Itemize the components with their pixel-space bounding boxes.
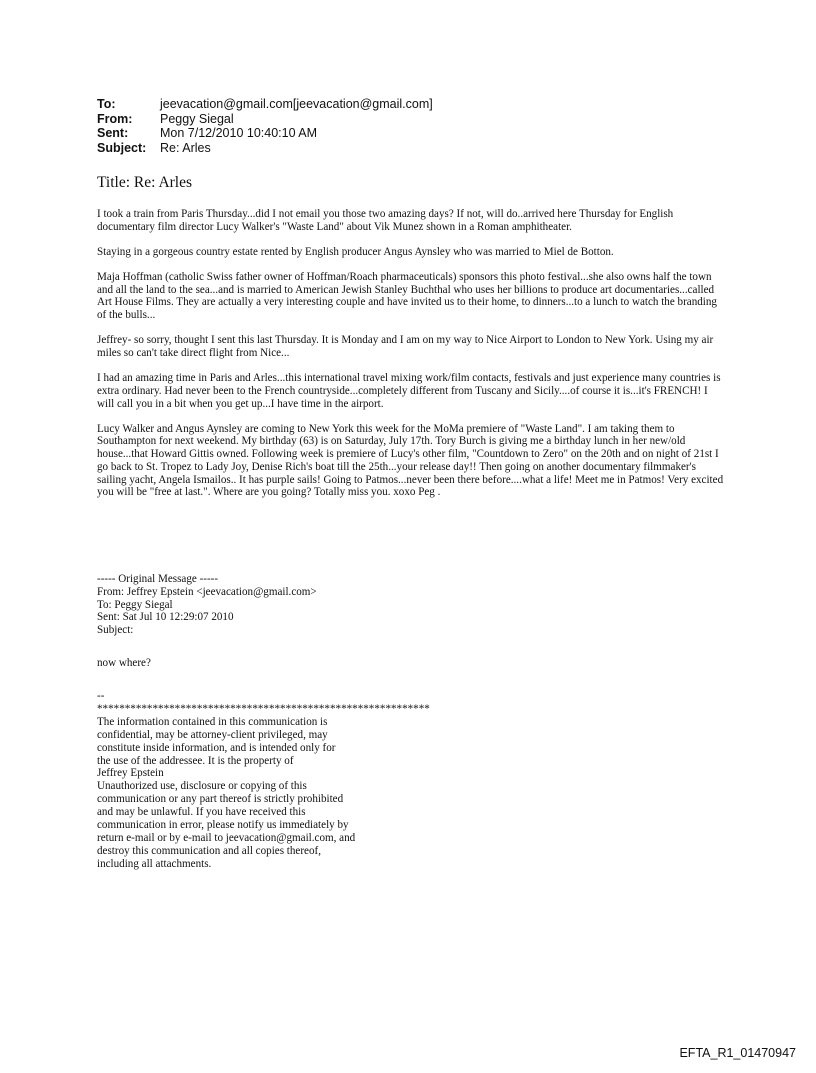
signature-line: including all attachments. (97, 857, 212, 870)
signature-line: communication in error, please notify us immediately by (97, 819, 349, 832)
signature-line: the use of the addressee. It is the property of (97, 754, 294, 767)
message-body (97, 208, 725, 511)
signature-line: communication or any part thereof is strictly prohibited (97, 793, 344, 806)
to-label: To: (97, 97, 116, 111)
signature-line: Unauthorized use, disclosure or copying of this (97, 780, 307, 793)
from-row (97, 112, 433, 127)
email-header (97, 97, 433, 155)
subject-row (97, 141, 433, 156)
paragraph: Lucy Walker and Angus Aynsley are coming to New York this week for the MoMa premiere of "Waste Land". I am taking them to Southampton for next weekend. My birthday (63) is on Saturday, July 17th. Tory Burch is giving me a birthday lunch in her new/old house...that Howard Gittis owned. Following week is premiere of Lucy's other film, "Countdown to Zero" on the 20th and on night of 21st I go back to St. Tropez to Lady Joy, Denise Rich's boat till the 25th...your release day!! Then going on another documentary filmmaker's sailing yacht, Angela Ismailos.. It has purple sails! Going to Patmos...never been there before....what a life! Meet me in Patmos! Very excited you will be "free at last.". Where are you going? Totally miss you. xoxo Peg . (97, 422, 724, 499)
sent-label: Sent: (97, 126, 129, 140)
from-value: Peggy Siegal (160, 111, 234, 126)
original-message-header (97, 573, 317, 637)
document-id: EFTA_R1_01470947 (679, 1046, 796, 1060)
original-subject: Subject: (97, 624, 134, 637)
paragraph: I took a train from Paris Thursday...did I not email you those two amazing days? If not, will do..arrived here Thursday for English documentary film director Lucy Walker's "Waste Land" about Vik Munez shown in a Roman amphitheater. (97, 208, 674, 233)
signature-line: return e-mail or by e-mail to jeevacation@gmail.com, and (97, 831, 356, 844)
signature-line: confidential, may be attorney-client privileged, may (97, 728, 328, 741)
signature-line: constitute inside information, and is intended only for (97, 741, 336, 754)
page-title: Title: Re: Arles (97, 174, 193, 191)
original-to: To: Peggy Siegal (97, 598, 173, 611)
paragraph: Maja Hoffman (catholic Swiss father owner of Hoffman/Roach pharmaceuticals) sponsors this photo festival...she also owns half the town and all the land to the sea...and is married to American Jewish Stanley Buchthal who uses her billions to produce art documentaries...called Art House Films. They are actually a very interesting couple and have invited us to their home, to dinners...to a lunch to watch the branding of the bulls... (97, 270, 717, 322)
to-row (97, 97, 433, 112)
original-sent: Sent: Sat Jul 10 12:29:07 2010 (97, 611, 234, 624)
signature-line: destroy this communication and all copies thereof, (97, 844, 321, 857)
signature-stars: ************************************************************ (97, 702, 430, 715)
paragraph: Staying in a gorgeous country estate rented by English producer Angus Aynsley who was married to Miel de Botton. (97, 245, 614, 258)
paragraph: Jeffrey- so sorry, thought I sent this last Thursday. It is Monday and I am on my way to Nice Airport to London to New York. Using my air miles so can't take direct flight from Nice... (97, 334, 714, 359)
from-label: From: (97, 111, 133, 126)
original-from: From: Jeffrey Epstein <jeevacation@gmail.com> (97, 585, 317, 598)
signature-dashes: -- (97, 690, 105, 702)
signature-line: and may be unlawful. If you have received this (97, 806, 306, 819)
to-value: jeevacation@gmail.com[jeevacation@gmail.com] (160, 97, 433, 111)
original-divider: ----- Original Message ----- (97, 573, 219, 585)
sent-row (97, 126, 433, 141)
signature-line: Jeffrey Epstein (97, 767, 164, 780)
signature-block (97, 690, 430, 871)
signature-line: The information contained in this communication is (97, 715, 328, 728)
subject-label: Subject: (97, 140, 147, 155)
original-body: now where? (97, 657, 151, 669)
sent-value: Mon 7/12/2010 10:40:10 AM (160, 126, 318, 140)
paragraph: I had an amazing time in Paris and Arles...this international travel mixing work/film contacts, festivals and just experience many countries is extra ordinary. Had never been to the French countryside...completely different from Tuscany and Sicily....of course it is...it's FRENCH! I will call you in a bit when you get up...I have time in the airport. (97, 371, 721, 410)
subject-value: Re: Arles (160, 140, 211, 155)
